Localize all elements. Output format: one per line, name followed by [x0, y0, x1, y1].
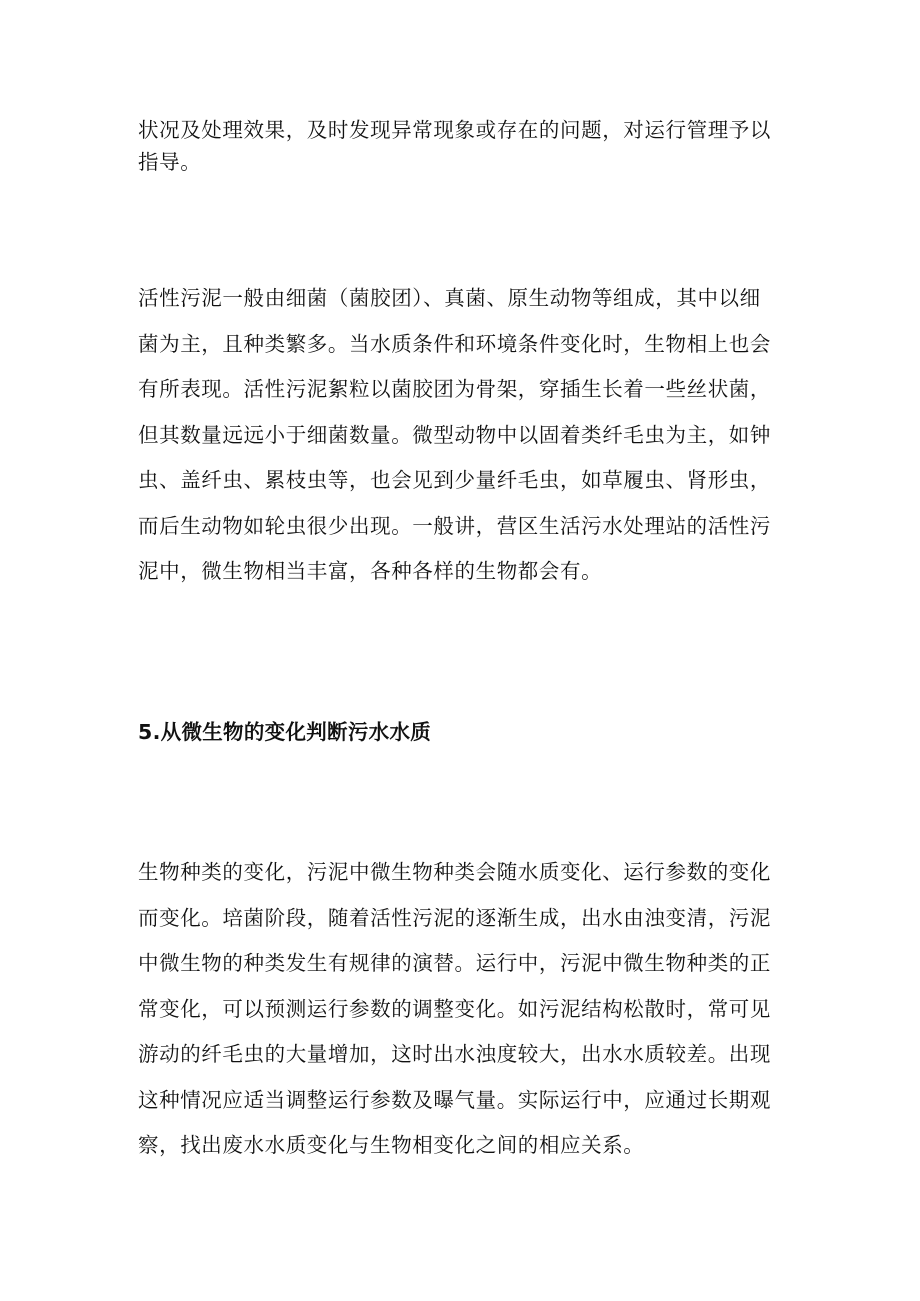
text-line: 但其数量远远小于细菌数量。微型动物中以固着类纤毛虫为主，如钟 [138, 422, 771, 447]
text-line: 而变化。培菌阶段，随着活性污泥的逐渐生成，出水由浊变清，污泥 [138, 905, 771, 930]
text-line: 常变化，可以预测运行参数的调整变化。如污泥结构松散时，常可见 [138, 996, 771, 1021]
text-line: 中微生物的种类发生有规律的演替。运行中，污泥中微生物种类的正 [138, 951, 771, 975]
text-line: 泥中，微生物相当丰富，各种各样的生物都会有。 [138, 559, 603, 583]
section-heading: 5.从微生物的变化判断污水水质 [138, 720, 432, 744]
text-line: 这种情况应适当调整运行参数及曝气量。实际运行中，应通过长期观 [138, 1087, 771, 1112]
text-line: 有所表现。活性污泥絮粒以菌胶团为骨架，穿插生长着一些丝状菌， [138, 377, 771, 401]
text-line: 活性污泥一般由细菌（菌胶团）、真菌、原生动物等组成，其中以细 [138, 286, 761, 310]
paragraph-activated-sludge [138, 288, 790, 607]
paragraph-species-change [138, 862, 790, 1181]
text-line: 而后生动物如轮虫很少出现。一般讲，营区生活污水处理站的活性污 [138, 513, 771, 538]
paragraph-continuation [138, 120, 790, 184]
text-line: 生物种类的变化，污泥中微生物种类会随水质变化、运行参数的变化 [138, 860, 771, 884]
text-line: 状况及处理效果，及时发现异常现象或存在的问题，对运行管理予以 [138, 118, 771, 142]
text-line: 游动的纤毛虫的大量增加，这时出水浊度较大，出水水质较差。出现 [138, 1042, 771, 1066]
text-line: 察，找出废水水质变化与生物相变化之间的相应关系。 [138, 1133, 645, 1157]
text-line: 指导。 [138, 150, 202, 174]
text-line: 菌为主，且种类繁多。当水质条件和环境条件变化时，生物相上也会 [138, 331, 771, 356]
text-line: 虫、盖纤虫、累枝虫等，也会见到少量纤毛虫，如草履虫、肾形虫， [138, 468, 771, 492]
